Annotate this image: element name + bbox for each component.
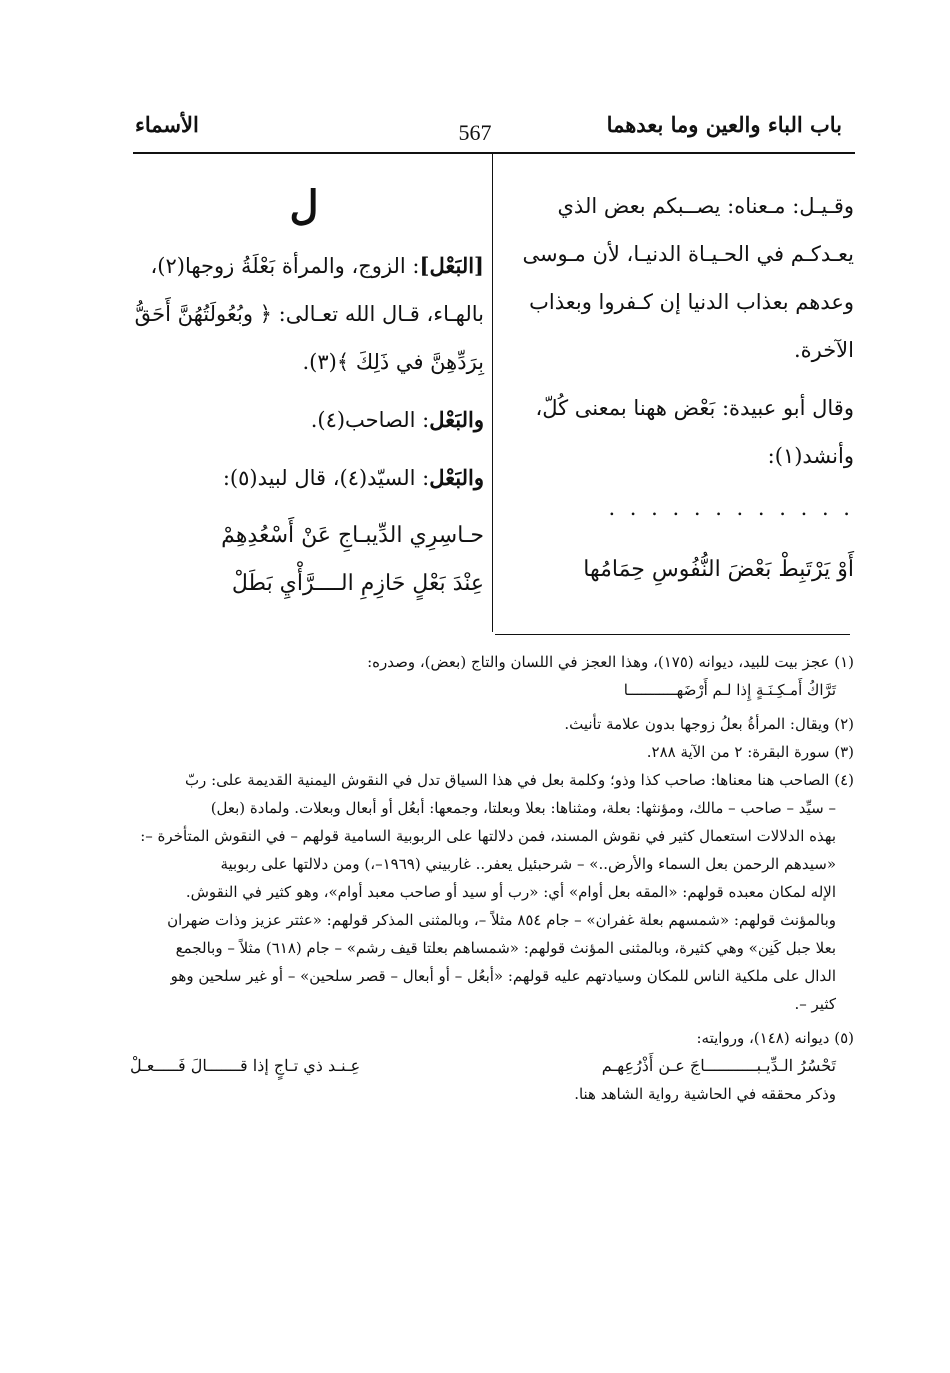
section-letter: ل	[289, 182, 319, 229]
entry-headword: [البَعْل]	[419, 253, 484, 278]
text-line: وعدهم بعذاب الدنيا إن كـفروا وبعذاب	[529, 290, 854, 314]
verse-first-hemistich: تَحْسُرُ الـدِّيـبـــــــــــاجَ عـن أَذْرُعِهـم	[601, 1056, 836, 1075]
entry-headword: والبَعْل	[429, 407, 484, 432]
footnote-1-verse: تَرَّاكُ أَمـكِـنَـةٍ إِذا لـم أَرْضَهـــــــــــا	[623, 681, 836, 699]
footnote-2: (٢) ويقال: المرأةُ بعلُ زوجها بدون علامة تأنيث.	[564, 715, 854, 733]
footnote-3: (٣) سورة البقرة: ٢ من الآية ٢٨٨.	[646, 743, 854, 761]
footnote-5-note: وذكر محققه في الحاشية رواية الشاهد هنا.	[574, 1085, 836, 1103]
footnote-4-line: (٤) الصاحب هنا معناها: صاحب كذا وذو؛ وكلمة بعل في هذا السياق تدل في النقوش اليمنية القديمة على: ربّ	[184, 771, 854, 789]
footnote-rule	[495, 634, 850, 635]
column-divider	[492, 154, 493, 632]
footnote-4-line: الدال على ملكية الناس للمكان وسيادتهم عليه قولهم: «أبعُل – أو أبعال – قصر سلحين» – أو غير سلحين وهو	[170, 967, 836, 985]
poetry-verse: حـاسِرِي الدِّيبـاجِ عَنْ أَسْعُدِهِمْ	[221, 523, 484, 548]
footnote-4-line: كثير –.	[794, 995, 836, 1013]
text-line: وقـيـل: مـعناه: يصــبكم بعض الذي	[557, 194, 854, 218]
section-title: الأسماء	[135, 112, 199, 137]
footnote-5-verse	[130, 1052, 854, 1080]
abu-ubayda-line: وقال أبو عبيدة: بَعْض ههنا بمعنى كُلّ،	[535, 396, 854, 420]
footnote-4-line: وبالمؤنث قولهم: «شمسهم بعلة غفران» – جام ٨٥٤ مثلاً –، وبالمثنى المذكر قولهم: «عثتر عزيز وذات ضهران	[167, 911, 836, 929]
entry-headword: والبَعْل	[429, 465, 484, 490]
entry-line: بالهـاء، قـال الله تعـالى: ﴿ وبُعُولَتُهُنَّ أَحَقُّ	[134, 302, 484, 326]
ellipsis-line: . . . . . . . . . . . .	[608, 496, 854, 520]
entry-line	[124, 454, 484, 502]
left-column	[124, 178, 484, 608]
text-line: الآخرة.	[793, 338, 854, 362]
footnote-1: (١) عجز بيت للبيد، ديوانه (١٧٥)، وهذا العجز في اللسان والتاج (بعض)، وصدره:	[367, 653, 854, 671]
footnote-5: (٥) ديوانه (١٤٨)، وروايته:	[696, 1029, 854, 1047]
verse-second-hemistich: عِـنـد ذي تـاجٍ إذا قـــــــالَ فَـــــعـلْ	[130, 1056, 361, 1075]
footnote-4-line: بهذه الدلالات استعمال كثير في نقوش المسند، فمن دلالتها على الربوبية السامية قولهم – في النقوش المتأخرة –:	[140, 827, 836, 845]
entry-text: : الصاحب(٤).	[310, 408, 430, 432]
poetry-verse: عِنْدَ بَعْلٍ حَازِمِ الــــرَّأْيِ بَطَلْ	[231, 571, 484, 596]
footnotes	[130, 648, 854, 1108]
text-line: يعـدكـم في الحـيـاة الدنيـا، لأن مـوسى	[522, 242, 854, 266]
footnote-4-line: الإله لمكان معبده قولهم: «المقه بعل أوام» أي: «رب أو سيد أو صاحب معبد أوام»، وهو كثير في النقوش.	[185, 883, 836, 901]
header-rule	[133, 152, 855, 154]
footnote-4-line: «سيدهم الرحمن بعل السماء والأرض..» – شرحبئيل يعفر.. غاربيني (١٩٦٩–،) ومن دلالتها على ربوبية	[220, 855, 836, 873]
chapter-title: باب الباء والعين وما بعدهما	[606, 112, 842, 137]
entry-line	[124, 396, 484, 444]
entry-line: بِرَدِّهِنَّ في ذَلِكَ ﴾(٣).	[302, 350, 484, 374]
entry-text: : الزوج، والمرأة بَعْلَةُ زوجها(٢)،	[150, 254, 420, 278]
entry-text: : السيّد(٤)، قال لبيد(٥):	[222, 466, 430, 490]
poetry-verse: أَوْ يَرْتَبِطْ بَعْضَ النُّفُوسِ حِمَامُها	[583, 557, 854, 582]
abu-ubayda-line: وأنشد(١):	[767, 444, 854, 468]
page-number: 567	[458, 120, 492, 145]
footnote-4-line: بعلا جبل كَنِن» وهي كثيرة، وبالمثنى المؤنث قولهم: «شمساهم بعلتا قيف رشم» – جام (٦١٨) مثلاً – وبالجمع	[175, 939, 836, 957]
entry-line	[124, 242, 484, 290]
right-column	[502, 182, 854, 594]
footnote-4-line: – سيِّد – صاحب – مالك، ومؤنثها: بعلة، ومثناها: بعلا وبعلتا، وجمعها: أبعُل أو أبعال وبعلات. ولمادة (بعل)	[210, 799, 836, 817]
